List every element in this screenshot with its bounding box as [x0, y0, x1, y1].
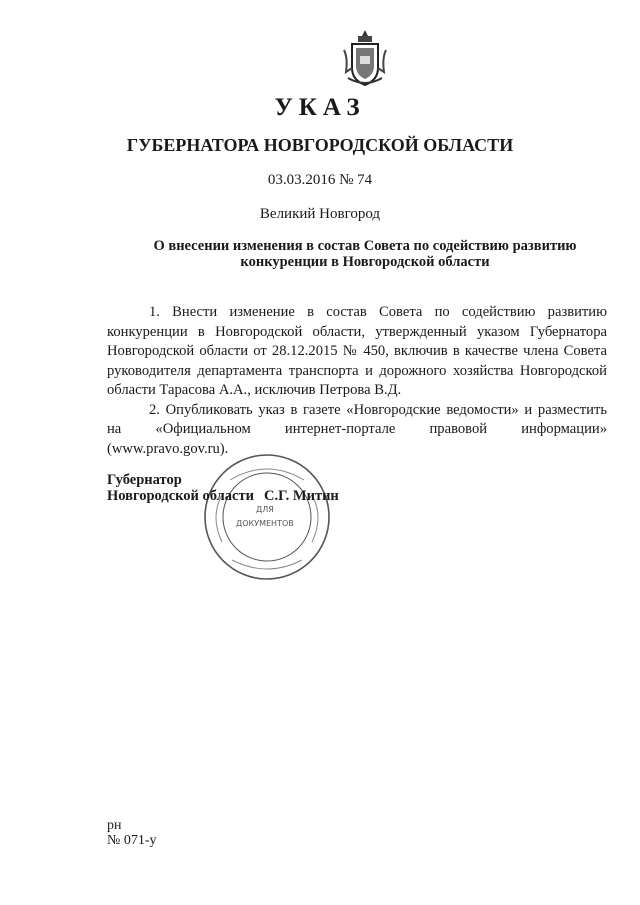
decree-heading	[130, 238, 600, 270]
place-of-issue: Великий Новгород	[259, 206, 381, 222]
heading-line-1: О внесении изменения в состав Совета по содействию развитию	[153, 238, 577, 254]
paragraph-2: 2. Опубликовать указ в газете «Новгородские ведомости» и разместить на «Официальном интернет-портале правовой информации» (www.pravo.gov.ru).	[107, 401, 607, 457]
document-title: УКАЗ	[274, 94, 366, 121]
document-subtitle: ГУБЕРНАТОРА НОВГОРОДСКОЙ ОБЛАСТИ	[126, 135, 514, 155]
signature-position-line-1: Губернатор	[107, 472, 182, 488]
paragraph-1: 1. Внести изменение в состав Совета по содействию развитию конкуренции в Новгородской области, утвержденный указом Губернатора Новгородской области от 28.12.2015 № 450, включив в качестве члена Совета руководителя департамента транспорта и дорожного хозяйства Новгородской области Тарасова А.А., исключив Петрова В.Д.	[107, 304, 607, 398]
official-stamp	[200, 450, 335, 585]
signature-name: С.Г. Митин	[263, 488, 339, 504]
decree-body	[107, 303, 607, 459]
footer-note	[107, 818, 157, 848]
signature-position-line-2: Новгородской области	[107, 488, 254, 504]
svg-text:ДЛЯ: ДЛЯ	[256, 505, 274, 514]
date-number: 03.03.2016 № 74	[267, 172, 373, 188]
heading-line-2: конкуренции в Новгородской области	[240, 254, 490, 270]
footer-line-1: рн	[107, 818, 122, 833]
coat-of-arms-icon	[340, 28, 390, 88]
footer-line-2: № 071-у	[107, 833, 157, 848]
signature-block	[107, 472, 339, 504]
svg-text:ДОКУМЕНТОВ: ДОКУМЕНТОВ	[236, 519, 294, 528]
